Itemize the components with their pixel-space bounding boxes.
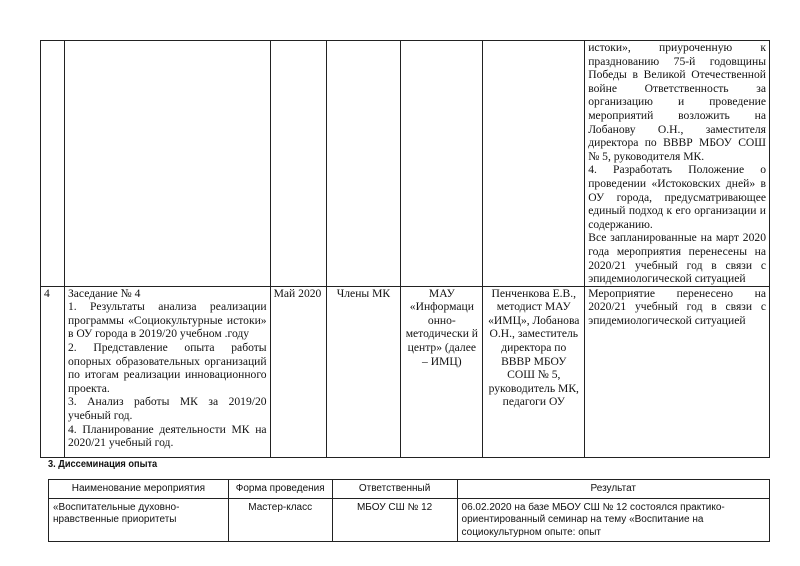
row-number: 4 <box>41 286 65 457</box>
place-cell: МАУ «Информаци онно-методически й центр» (далее – ИМЦ) <box>401 286 483 457</box>
agenda-item: 1. Результаты анализа реализации программы «Социокультурные истоки» в ОУ города в 2019/20 учебном .году <box>67 300 267 341</box>
section-heading: 3. Диссеминация опыта <box>48 458 158 470</box>
agenda-item: 4. Планирование деятельности МК на 2020/21 учебный год. <box>67 422 267 450</box>
agenda-cell <box>64 286 270 457</box>
table-row <box>41 286 770 457</box>
meeting-title: Заседание № 4 <box>67 286 141 300</box>
column-header: Наименование мероприятия <box>49 480 229 499</box>
result-cell <box>585 41 770 287</box>
event-name-cell: «Воспитательные духовно-нравственные приоритеты <box>49 498 229 542</box>
table-row <box>49 498 770 542</box>
result-cell: 06.02.2020 на базе МБОУ СШ № 12 состоялся практико-ориентированный семинар на тему «Воспитание на социокультурном опыте: опыт <box>457 498 769 542</box>
table-header-row <box>49 480 770 499</box>
plan-table <box>40 40 770 458</box>
date-cell: Май 2020 <box>270 286 326 457</box>
column-header: Ответственный <box>332 480 457 499</box>
result-text: 4. Разработать Положение о проведении «Истоковских дней» в ОУ города, предусматривающее единый подход к его организации и содержанию. <box>588 163 766 231</box>
result-text: Все запланированные на март 2020 года мероприятия перенесены на 2020/21 учебный год в связи с эпидемиологической ситуацией <box>588 231 766 286</box>
result-cell: Мероприятие перенесено на 2020/21 учебный год в связи с эпидемиологической ситуацией <box>585 286 770 457</box>
column-header: Результат <box>457 480 769 499</box>
table-row <box>41 41 770 287</box>
dissemination-table <box>48 479 770 542</box>
column-header: Форма проведения <box>228 480 332 499</box>
form-cell: Мастер-класс <box>228 498 332 542</box>
agenda-item: 3. Анализ работы МК за 2019/20 учебный год. <box>67 395 267 423</box>
responsible-cell: Пенченкова Е.В., методист МАУ «ИМЦ», Лобанова О.Н., заместитель директора по ВВВР МБОУ СОШ № 5, руководитель МК, педагоги ОУ <box>483 286 585 457</box>
participants-cell: Члены МК <box>326 286 401 457</box>
responsible-cell: МБОУ СШ № 12 <box>332 498 457 542</box>
result-text: истоки», приуроченную к празднованию 75-й годовщины Победы в Великой Отечественной войне Ответственность за организацию и проведение мероприятий возложить на Лобанову О.Н., заместителя директора по ВВВР МБОУ СОШ № 5, руководителя МК. <box>588 41 766 163</box>
agenda-item: 2. Представление опыта работы опорных образовательных организаций по итогам реализации инновационного проекта. <box>67 341 267 395</box>
